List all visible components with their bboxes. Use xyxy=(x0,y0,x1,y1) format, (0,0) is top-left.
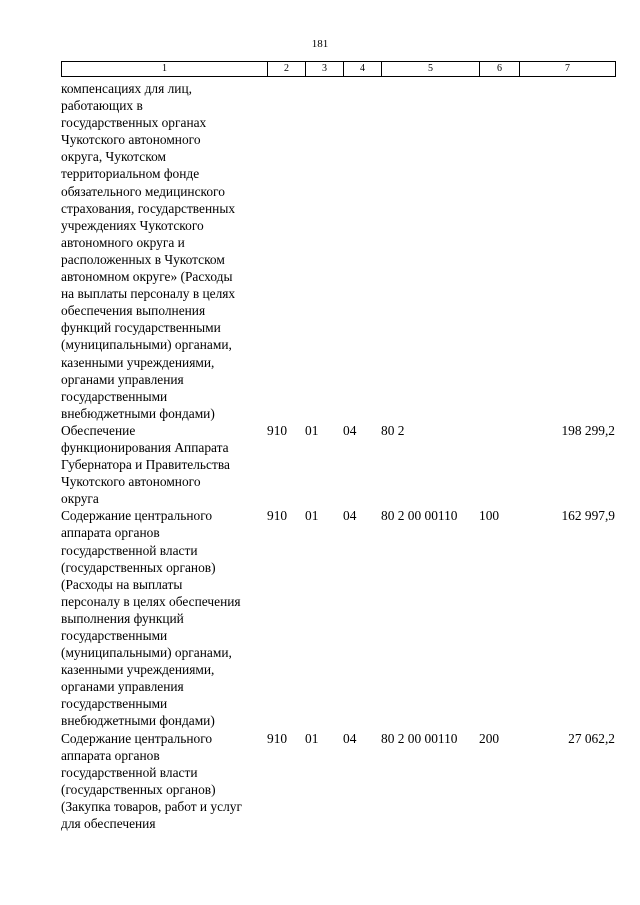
row-name-line: функционирования Аппарата xyxy=(61,439,229,455)
row-name-line: округа, Чукотском xyxy=(61,149,166,165)
row-name-line: государственных органах xyxy=(61,115,207,131)
column-header-row xyxy=(62,62,616,77)
column-header-3: 3 xyxy=(306,62,344,77)
column-header-1: 1 xyxy=(62,62,268,77)
row-name-line: государственными xyxy=(61,628,168,643)
expense-type-code: 100 xyxy=(479,508,500,524)
row-name-line: органами управления xyxy=(61,679,184,695)
row-name-line: государственной власти xyxy=(61,542,198,558)
row-name-line: государственными xyxy=(61,696,168,712)
subsection-code: 04 xyxy=(343,508,357,524)
target-article-code: 80 2 00 00110 xyxy=(381,730,458,746)
subsection-code: 04 xyxy=(343,422,357,438)
row-name-line: казенными учреждениями, xyxy=(61,354,215,370)
amount: 198 299,2 xyxy=(561,422,615,438)
row-name-line: Содержание центрального xyxy=(61,508,213,524)
row-name-line: Губернатора и Правительства xyxy=(61,457,230,473)
row-name-line: аппарата органов xyxy=(61,747,160,763)
target-article-code: 80 2 00 00110 xyxy=(381,508,458,524)
row-name-line: внебюджетными фондами) xyxy=(61,405,215,421)
row-name-line: обязательного медицинского xyxy=(61,183,225,199)
table-row xyxy=(61,730,621,833)
section-code: 01 xyxy=(305,508,319,524)
column-header-4: 4 xyxy=(344,62,382,77)
section-code: 01 xyxy=(305,422,319,438)
row-name-line: Обеспечение xyxy=(61,422,136,438)
column-header-7: 7 xyxy=(520,62,616,77)
subsection-code: 04 xyxy=(343,730,357,746)
column-header-2: 2 xyxy=(268,62,306,77)
row-name-cell xyxy=(61,507,267,729)
row-name-line: автономном округе» (Расходы xyxy=(61,269,233,285)
grbs-code: 910 xyxy=(267,422,288,438)
row-name-line: расположенных в Чукотском xyxy=(61,251,225,267)
row-name-cell xyxy=(61,80,267,422)
section-code: 01 xyxy=(305,730,319,746)
row-name-line: функций государственными xyxy=(61,320,221,336)
row-name-line: Чукотского автономного xyxy=(61,474,201,490)
column-header-table xyxy=(61,61,616,77)
grbs-code: 910 xyxy=(267,508,288,524)
row-name-line: персоналу в целях обеспечения xyxy=(61,593,241,609)
row-name-line: (государственных органов) xyxy=(61,559,216,575)
row-name-line: (государственных органов) xyxy=(61,781,216,797)
row-name-line: (муниципальными) органами, xyxy=(61,337,232,353)
row-name-line: казенными учреждениями, xyxy=(61,662,215,678)
row-name-line: органами управления xyxy=(61,371,184,387)
grbs-code: 910 xyxy=(267,730,288,746)
page-number: 181 xyxy=(311,38,329,50)
table-row xyxy=(61,422,621,507)
row-name-line: аппарата органов xyxy=(61,525,160,541)
row-name-line: автономного округа и xyxy=(61,234,185,250)
table-row xyxy=(61,507,621,729)
row-name-line: (Расходы на выплаты xyxy=(61,576,183,592)
row-name-line: обеспечения выполнения xyxy=(61,303,206,319)
row-name-line: на выплаты персоналу в целях xyxy=(61,286,236,302)
row-name-line: (муниципальными) органами, xyxy=(61,645,232,661)
row-name-cell xyxy=(61,730,267,833)
expense-type-code: 200 xyxy=(479,730,500,746)
budget-table-body xyxy=(61,80,621,832)
row-name-line: Содержание центрального xyxy=(61,730,213,746)
table-row xyxy=(61,80,621,422)
amount: 27 062,2 xyxy=(568,730,615,746)
row-name-line: работающих в xyxy=(61,98,143,114)
row-name-line: округа xyxy=(61,491,99,507)
target-article-code: 80 2 xyxy=(381,422,405,438)
row-name-line: Чукотского автономного xyxy=(61,132,201,148)
row-name-line: внебюджетными фондами) xyxy=(61,713,215,729)
column-header-6: 6 xyxy=(480,62,520,77)
row-name-line: учреждениях Чукотского xyxy=(61,217,204,233)
row-name-line: страхования, государственных xyxy=(61,200,236,216)
row-name-line: для обеспечения xyxy=(61,816,156,832)
amount: 162 997,9 xyxy=(561,508,615,524)
row-name-line: выполнения функций xyxy=(61,610,184,626)
row-name-line: (Закупка товаров, работ и услуг xyxy=(61,798,242,814)
row-name-line: государственной власти xyxy=(61,764,198,780)
row-name-line: государственными xyxy=(61,388,168,404)
row-name-line: компенсациях для лиц, xyxy=(61,81,192,96)
row-name-cell xyxy=(61,422,267,507)
row-name-line: территориальном фонде xyxy=(61,166,200,182)
column-header-5: 5 xyxy=(382,62,480,77)
